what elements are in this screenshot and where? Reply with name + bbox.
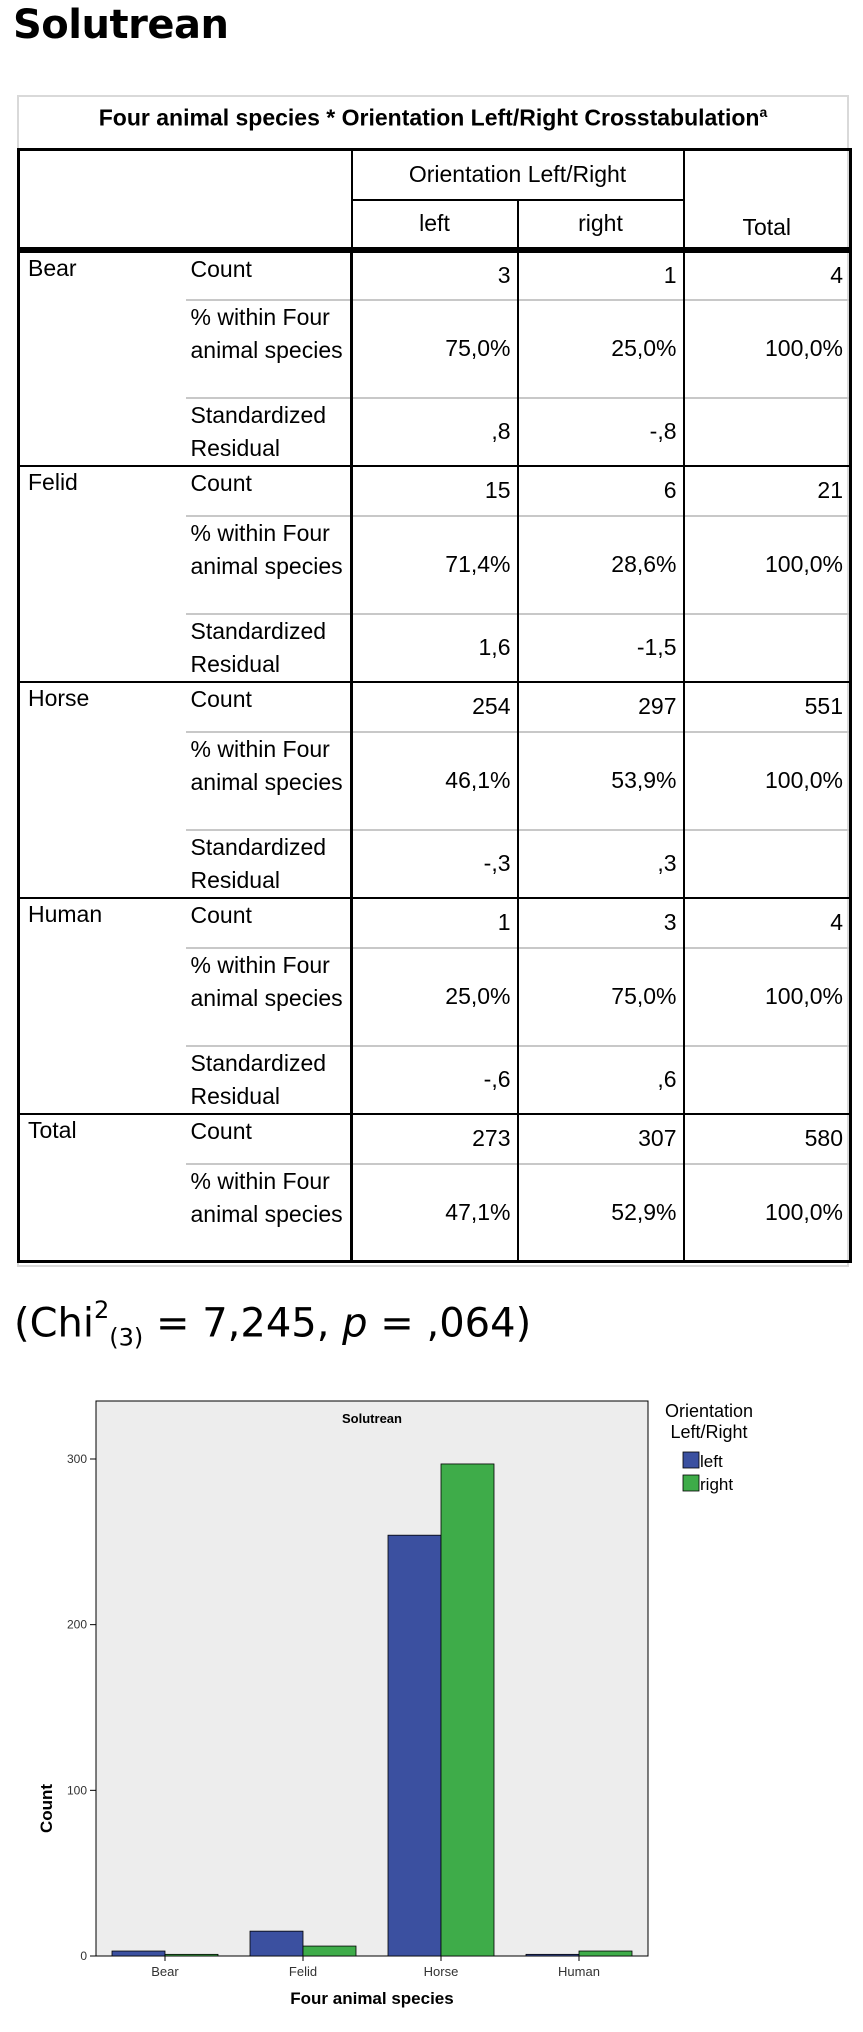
stat-label: Count — [186, 466, 352, 516]
stat-label: % within Four animal species — [186, 516, 352, 614]
chi-prefix: (Chi — [14, 1300, 94, 1347]
value-cell: 25,0% — [352, 948, 518, 1046]
row-group-label: Felid — [19, 466, 186, 682]
legend-title: Left/Right — [670, 1422, 748, 1442]
table-title-footnote: a — [759, 104, 768, 120]
stat-label: % within Four animal species — [186, 948, 352, 1046]
value-cell: 4 — [684, 250, 851, 300]
chi-p-label: p — [342, 1300, 368, 1347]
header-right: right — [518, 200, 684, 250]
bar-right-human — [579, 1951, 632, 1956]
stat-label: Count — [186, 1114, 352, 1164]
value-cell — [684, 1046, 851, 1114]
value-cell: 254 — [352, 682, 518, 732]
table-title-text: Four animal species * Orientation Left/Right Crosstabulation — [98, 104, 760, 131]
value-cell: 25,0% — [518, 300, 684, 398]
table-row — [19, 466, 851, 516]
crosstab-table — [17, 148, 852, 1263]
header-total: Total — [684, 150, 851, 250]
table-title — [17, 104, 849, 132]
value-cell: 1 — [518, 250, 684, 300]
header-corner — [19, 150, 352, 250]
row-group-label: Horse — [19, 682, 186, 898]
row-group-label: Human — [19, 898, 186, 1114]
value-cell: 1,6 — [352, 614, 518, 682]
value-cell: 100,0% — [684, 300, 851, 398]
value-cell: 53,9% — [518, 732, 684, 830]
value-cell: 47,1% — [352, 1164, 518, 1262]
bar-left-bear — [112, 1951, 165, 1956]
value-cell: 21 — [684, 466, 851, 516]
value-cell — [684, 830, 851, 898]
value-cell: 3 — [352, 250, 518, 300]
value-cell: -,6 — [352, 1046, 518, 1114]
bar-right-bear — [165, 1954, 218, 1956]
value-cell: 100,0% — [684, 732, 851, 830]
bar-left-felid — [250, 1931, 303, 1956]
value-cell: -,8 — [518, 398, 684, 466]
value-cell: 580 — [684, 1114, 851, 1164]
stat-label: Standardized Residual — [186, 830, 352, 898]
value-cell: 75,0% — [518, 948, 684, 1046]
bar-right-felid — [303, 1946, 356, 1956]
y-axis-label: Count — [37, 1783, 56, 1834]
stat-label: Standardized Residual — [186, 398, 352, 466]
legend-label-left: left — [700, 1452, 723, 1471]
y-tick-label: 300 — [66, 1451, 87, 1466]
value-cell: 15 — [352, 466, 518, 516]
stat-label: % within Four animal species — [186, 300, 352, 398]
x-tick-label: Human — [558, 1964, 600, 1979]
stat-label: % within Four animal species — [186, 1164, 352, 1262]
value-cell: ,8 — [352, 398, 518, 466]
legend-title: Orientation — [664, 1401, 754, 1421]
chart-title: Solutrean — [342, 1411, 402, 1426]
x-tick-label: Felid — [288, 1964, 318, 1979]
value-cell: 551 — [684, 682, 851, 732]
bar-left-human — [526, 1954, 579, 1956]
value-cell: 1 — [352, 898, 518, 948]
value-cell: ,3 — [518, 830, 684, 898]
value-cell: 307 — [518, 1114, 684, 1164]
chi-p-value: = ,064) — [367, 1300, 532, 1347]
value-cell: 28,6% — [518, 516, 684, 614]
table-row — [19, 682, 851, 732]
table-row — [19, 250, 851, 300]
value-cell: -1,5 — [518, 614, 684, 682]
plot-area — [96, 1401, 648, 1956]
value-cell: 75,0% — [352, 300, 518, 398]
stat-label: Standardized Residual — [186, 614, 352, 682]
row-group-label: Total — [19, 1114, 186, 1262]
table-row — [19, 898, 851, 948]
bar-left-horse — [388, 1535, 441, 1956]
value-cell: 71,4% — [352, 516, 518, 614]
bar-right-horse — [441, 1464, 494, 1956]
value-cell: 100,0% — [684, 948, 851, 1046]
chi-square-result — [14, 1296, 532, 1352]
page-heading: Solutrean — [13, 2, 229, 48]
y-tick-label: 200 — [66, 1617, 87, 1632]
x-axis-label: Four animal species — [290, 1989, 454, 2008]
value-cell: 52,9% — [518, 1164, 684, 1262]
stat-label: % within Four animal species — [186, 732, 352, 830]
value-cell: 100,0% — [684, 1164, 851, 1262]
x-tick-label: Horse — [423, 1964, 459, 1979]
chi-value: = 7,245, — [143, 1300, 343, 1347]
table-header-row — [19, 150, 851, 200]
value-cell — [684, 398, 851, 466]
value-cell: 100,0% — [684, 516, 851, 614]
stat-label: Standardized Residual — [186, 1046, 352, 1114]
value-cell: 46,1% — [352, 732, 518, 830]
value-cell — [684, 614, 851, 682]
row-group-label: Bear — [19, 250, 186, 466]
y-tick-label: 100 — [66, 1783, 87, 1798]
table-row — [19, 1114, 851, 1164]
chi-df: (3) — [109, 1323, 144, 1352]
legend-swatch-left — [683, 1452, 699, 1468]
header-orientation: Orientation Left/Right — [352, 150, 684, 200]
value-cell: 6 — [518, 466, 684, 516]
value-cell: 297 — [518, 682, 684, 732]
chi-superscript: 2 — [94, 1296, 110, 1324]
value-cell: -,3 — [352, 830, 518, 898]
stat-label: Count — [186, 898, 352, 948]
value-cell: 273 — [352, 1114, 518, 1164]
legend-swatch-right — [683, 1475, 699, 1491]
legend-label-right: right — [700, 1475, 734, 1494]
value-cell: 4 — [684, 898, 851, 948]
value-cell: ,6 — [518, 1046, 684, 1114]
x-tick-label: Bear — [151, 1964, 179, 1979]
y-tick-label: 0 — [80, 1949, 87, 1963]
value-cell: 3 — [518, 898, 684, 948]
stat-label: Count — [190, 255, 252, 282]
bar-chart — [0, 1395, 863, 2032]
header-left: left — [352, 200, 518, 250]
stat-label: Count — [186, 682, 352, 732]
